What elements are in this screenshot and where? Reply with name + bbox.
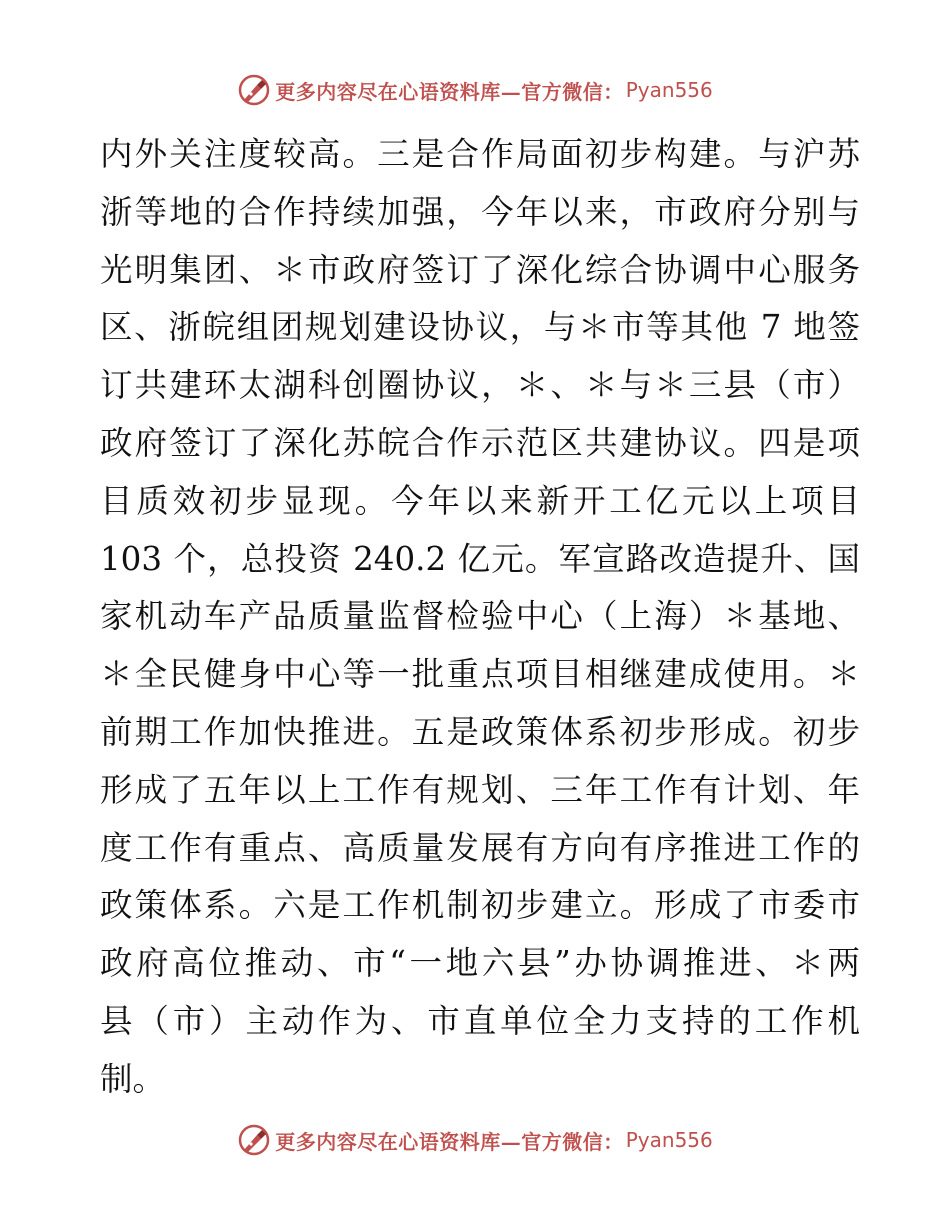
banner-text: 更多内容尽在心语资料库—官方微信： <box>275 79 624 104</box>
pen-nib-logo-icon <box>237 73 271 107</box>
banner-text: 更多内容尽在心语资料库—官方微信： <box>275 1129 624 1154</box>
wechat-id: Pyan556 <box>625 78 713 102</box>
header-banner <box>0 70 950 110</box>
text-line: 制。 <box>100 1059 166 1098</box>
text-line: 前期工作加快推进。五是政策体系初步形成。初步 <box>100 712 860 751</box>
document-body <box>100 126 860 1109</box>
text-line: 家机动车产品质量监督检验中心（上海）＊基地、 <box>100 597 860 636</box>
text-line: 政策体系。六是工作机制初步建立。形成了市委市 <box>100 886 860 925</box>
footer-banner <box>0 1120 950 1160</box>
text-line: ＊全民健身中心等一批重点项目相继建成使用。＊ <box>100 655 860 694</box>
text-line: 区、浙皖组团规划建设协议，与＊市等其他 7 地签 <box>100 308 860 347</box>
text-line: 政府签订了深化苏皖合作示范区共建协议。四是项 <box>100 423 860 462</box>
wechat-id: Pyan556 <box>625 1128 713 1152</box>
pen-nib-logo-icon <box>237 1123 271 1157</box>
text-line: 内外关注度较高。三是合作局面初步构建。与沪苏 <box>100 135 860 173</box>
text-line: 103 个，总投资 240.2 亿元。军宣路改造提升、国 <box>100 539 860 578</box>
text-line: 浙等地的合作持续加强，今年以来，市政府分别与 <box>100 192 860 231</box>
text-line: 光明集团、＊市政府签订了深化综合协调中心服务 <box>100 250 860 289</box>
text-line: 目质效初步显现。今年以来新开工亿元以上项目 <box>100 481 860 520</box>
text-line: 政府高位推动、市“一地六县”办协调推进、＊两 <box>100 944 860 983</box>
text-line: 订共建环太湖科创圈协议，＊、＊与＊三县（市） <box>100 366 860 405</box>
text-line: 度工作有重点、高质量发展有方向有序推进工作的 <box>100 828 860 867</box>
text-line: 形成了五年以上工作有规划、三年工作有计划、年 <box>100 770 860 809</box>
text-line: 县（市）主动作为、市直单位全力支持的工作机 <box>100 1001 860 1040</box>
